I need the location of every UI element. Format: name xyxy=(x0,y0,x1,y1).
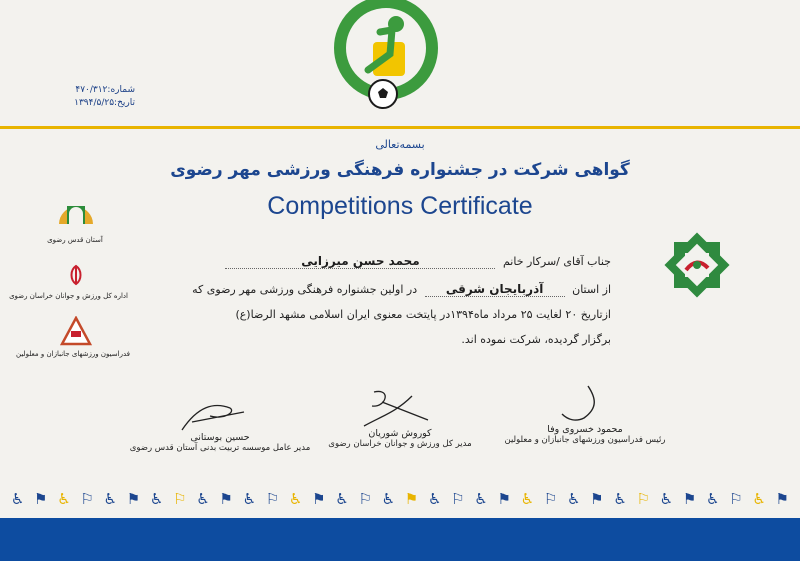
sport-pictogram-icon: ⚐ xyxy=(358,489,372,508)
signatory-name: محمود خسروی وفا xyxy=(547,424,623,435)
sport-pictogram-icon: ♿ xyxy=(196,489,210,508)
federation-logo xyxy=(60,316,92,346)
rezavi-emblem xyxy=(660,228,734,302)
sport-pictogram-icon: ⚑ xyxy=(404,489,419,508)
sport-pictogram-icon: ♿ xyxy=(381,489,396,508)
sport-pictogram-icon: ♿ xyxy=(706,489,720,508)
sport-pictogram-icon: ♿ xyxy=(474,489,488,508)
sport-pictogram-icon: ♿ xyxy=(149,489,164,508)
sport-pictogram-icon: ♿ xyxy=(659,489,674,508)
sport-pictogram-icon: ⚑ xyxy=(682,489,697,508)
sport-pictogram-icon: ♿ xyxy=(427,489,442,508)
sport-pictogram-icon: ♿ xyxy=(752,489,766,508)
federation-label: فدراسیون ورزشهای جانبازان و معلولین xyxy=(16,350,130,358)
sport-pictogram-icon: ⚐ xyxy=(729,489,743,508)
sport-pictogram-icon: ♿ xyxy=(103,489,117,508)
sport-pictogram-icon: ⚐ xyxy=(636,489,650,508)
certificate-title-english: Competitions Certificate xyxy=(267,192,533,220)
sport-pictogram-icon: ⚐ xyxy=(265,489,280,508)
signature-scribble-1 xyxy=(558,384,608,426)
sport-pictogram-icon: ⚐ xyxy=(451,489,465,508)
signatory-name: حسین بوستانی xyxy=(190,432,250,443)
sport-pictogram-icon: ⚑ xyxy=(312,489,326,508)
closing-line: برگزار گردیده، شرکت نموده اند. xyxy=(461,333,611,346)
astan-quds-logo xyxy=(55,190,97,226)
astan-quds-label: آستان قدس رضوی xyxy=(47,236,103,244)
sport-office-label: اداره کل ورزش و جوانان خراسان رضوی xyxy=(9,292,128,300)
sport-pictogram-icon: ♿ xyxy=(242,489,257,508)
signatory-title: رئیس فدراسیون ورزشهای جانبازان و معلولین xyxy=(504,435,666,445)
signature-block-1 xyxy=(500,424,670,446)
sport-pictogram-icon: ♿ xyxy=(335,489,349,508)
signature-scribble-3 xyxy=(174,400,254,436)
gold-divider xyxy=(0,126,800,129)
from-province-label: از استان xyxy=(572,283,611,296)
signature-scribble-2 xyxy=(352,386,442,430)
sport-pictogram-icon: ♿ xyxy=(520,489,535,508)
festival-text: در اولین جشنواره فرهنگی ورزشی مهر رضوی که xyxy=(192,283,418,296)
recipient-name: محمد حسن میرزایی xyxy=(225,254,495,269)
salutation-line xyxy=(225,254,611,269)
festival-logo xyxy=(320,0,440,112)
certificate-title-persian: گواهی شرکت در جشنواره فرهنگی ورزشی مهر رضوی xyxy=(170,160,630,180)
sport-pictogram-icon: ⚑ xyxy=(126,489,141,508)
sport-pictogram-icon: ⚑ xyxy=(497,489,511,508)
signatory-title: مدیر عامل موسسه تربیت بدنی آستان قدس رضوی xyxy=(129,443,311,453)
sport-pictogram-icon: ♿ xyxy=(288,489,303,508)
bismillah: بسمه‌تعالی xyxy=(375,138,425,151)
sport-pictogram-icon: ⚑ xyxy=(219,489,233,508)
sport-pictogram-icon: ♿ xyxy=(10,489,25,508)
signature-block-2 xyxy=(310,428,490,450)
signatory-title: مدیر کل ورزش و جوانان خراسان رضوی xyxy=(328,439,472,449)
province-line xyxy=(192,282,611,297)
sport-pictogram-icon: ♿ xyxy=(57,489,71,508)
sport-pictogram-icon: ⚑ xyxy=(775,489,789,508)
blue-footer-band xyxy=(0,518,800,561)
salutation-label: جناب آقای /سرکار خانم xyxy=(502,255,611,268)
sport-pictogram-row xyxy=(0,486,800,512)
sport-pictogram-icon: ⚑ xyxy=(34,489,48,508)
sport-pictogram-icon: ♿ xyxy=(613,489,627,508)
sport-pictogram-icon: ⚐ xyxy=(80,489,94,508)
sport-pictogram-icon: ♿ xyxy=(566,489,581,508)
iran-emblem-icon xyxy=(66,264,86,286)
sport-pictogram-icon: ⚐ xyxy=(173,489,187,508)
reference-info xyxy=(60,84,135,110)
sport-pictogram-icon: ⚑ xyxy=(590,489,604,508)
sport-pictogram-icon: ⚐ xyxy=(543,489,558,508)
signatory-name: کوروش شوریان xyxy=(368,428,432,439)
date-line: ازتاریخ ۲۰ لغایت ۲۵ مرداد ماه۱۳۹۴در پایتخت معنوی ایران اسلامی مشهد الرضا(ع) xyxy=(235,308,611,321)
reference-date: تاریخ:۱۳۹۴/۵/۲۵ xyxy=(74,98,135,108)
province-name: آذربایجان شرقی xyxy=(425,282,565,297)
reference-number: شماره:۴۷۰/۳۱۲ xyxy=(75,85,135,95)
signature-block-3 xyxy=(120,432,320,454)
